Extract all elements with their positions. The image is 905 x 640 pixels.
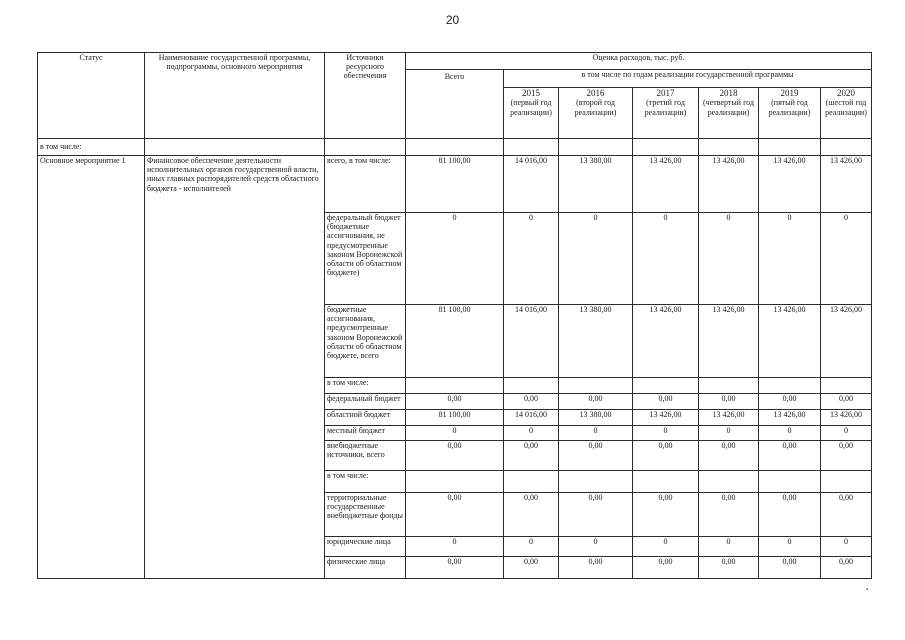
section-cell xyxy=(504,139,559,156)
header-cost-estimate: Оценка расходов, тыс. руб. xyxy=(406,53,872,70)
value-2016: 0,00 xyxy=(559,493,633,537)
value-2020: 13 426,00 xyxy=(821,156,872,213)
source-label: в том числе: xyxy=(325,378,406,394)
value-2017 xyxy=(633,471,699,493)
value-2020: 0 xyxy=(821,537,872,557)
value-2016: 0,00 xyxy=(559,441,633,471)
section-cell xyxy=(406,139,504,156)
value-2017: 0 xyxy=(633,213,699,305)
value-2016: 0,00 xyxy=(559,557,633,579)
value-total: 0,00 xyxy=(406,394,504,410)
value-2020: 0,00 xyxy=(821,493,872,537)
header-sources: Источники ресурсного обеспечения xyxy=(325,53,406,139)
value-2015 xyxy=(504,471,559,493)
header-year-2016: 2016 (второй год реализации) xyxy=(559,88,633,139)
value-total: 0,00 xyxy=(406,557,504,579)
value-2017: 0,00 xyxy=(633,441,699,471)
value-2018 xyxy=(699,378,759,394)
value-2020: 13 426,00 xyxy=(821,305,872,378)
value-2015: 14 016,00 xyxy=(504,156,559,213)
page-number: 20 xyxy=(445,13,460,27)
section-label: в том числе: xyxy=(38,139,145,156)
value-2018: 0,00 xyxy=(699,557,759,579)
value-total: 81 100,00 xyxy=(406,156,504,213)
source-label: местный бюджет xyxy=(325,426,406,441)
value-2019: 0,00 xyxy=(759,441,821,471)
value-2020: 0 xyxy=(821,213,872,305)
value-2019: 0,00 xyxy=(759,394,821,410)
value-2019: 0 xyxy=(759,537,821,557)
value-2018: 0,00 xyxy=(699,394,759,410)
value-2019: 0,00 xyxy=(759,557,821,579)
value-2019: 13 426,00 xyxy=(759,156,821,213)
value-2019: 0 xyxy=(759,426,821,441)
source-label: юридические лица xyxy=(325,537,406,557)
value-2017 xyxy=(633,378,699,394)
value-total: 0 xyxy=(406,426,504,441)
value-2020 xyxy=(821,471,872,493)
value-2019: 0,00 xyxy=(759,493,821,537)
value-2017: 0 xyxy=(633,537,699,557)
source-label: территориальные государственные внебюджетные фонды xyxy=(325,493,406,537)
header-by-years: в том числе по годам реализации государственной программы xyxy=(504,70,872,88)
value-2018: 0,00 xyxy=(699,493,759,537)
value-2019 xyxy=(759,471,821,493)
scan-mark: ▪ xyxy=(866,587,869,593)
value-2019 xyxy=(759,378,821,394)
value-2019: 13 426,00 xyxy=(759,410,821,426)
value-2018: 0,00 xyxy=(699,441,759,471)
value-2017: 0 xyxy=(633,426,699,441)
value-2017: 0,00 xyxy=(633,493,699,537)
source-label: всего, в том числе: xyxy=(325,156,406,213)
value-total: 0 xyxy=(406,213,504,305)
value-2016: 0 xyxy=(559,426,633,441)
value-total: 81 100,00 xyxy=(406,305,504,378)
value-2015: 0,00 xyxy=(504,441,559,471)
section-cell xyxy=(699,139,759,156)
value-2018: 13 426,00 xyxy=(699,410,759,426)
header-status: Статус xyxy=(38,53,145,139)
value-2016: 0,00 xyxy=(559,394,633,410)
value-2020: 0,00 xyxy=(821,557,872,579)
value-total: 0 xyxy=(406,537,504,557)
source-label: федеральный бюджет (бюджетные ассигнования, не предусмотренные законом Воронежской области об областном бюджете) xyxy=(325,213,406,305)
value-2016: 0 xyxy=(559,213,633,305)
value-2015: 0,00 xyxy=(504,394,559,410)
value-2015 xyxy=(504,378,559,394)
value-2019: 0 xyxy=(759,213,821,305)
header-year-2018: 2018 (четвертый год реализации) xyxy=(699,88,759,139)
source-label: областной бюджет xyxy=(325,410,406,426)
value-2015: 0 xyxy=(504,537,559,557)
value-2015: 14 016,00 xyxy=(504,410,559,426)
value-2017: 13 426,00 xyxy=(633,410,699,426)
program-name: Финансовое обеспечение деятельности исполнительных органов государственной власти, иных главных распорядителей средств областного бюджета - исполнителей xyxy=(145,156,325,579)
value-2020: 13 426,00 xyxy=(821,410,872,426)
value-2020: 0,00 xyxy=(821,394,872,410)
value-2016 xyxy=(559,378,633,394)
header-year-2020: 2020 (шестой год реализации) xyxy=(821,88,872,139)
value-2017: 13 426,00 xyxy=(633,156,699,213)
value-2020: 0,00 xyxy=(821,441,872,471)
value-2018 xyxy=(699,471,759,493)
value-2018: 0 xyxy=(699,426,759,441)
value-2016: 13 380,00 xyxy=(559,305,633,378)
value-2018: 0 xyxy=(699,213,759,305)
value-2017: 0,00 xyxy=(633,394,699,410)
source-label: федеральный бюджет xyxy=(325,394,406,410)
section-cell xyxy=(559,139,633,156)
section-cell xyxy=(325,139,406,156)
value-2017: 0,00 xyxy=(633,557,699,579)
header-total: Всего xyxy=(406,70,504,139)
header-year-2019: 2019 (пятый год реализации) xyxy=(759,88,821,139)
value-2018: 0 xyxy=(699,537,759,557)
status-cell: Основное мероприятие 1 xyxy=(38,156,145,579)
value-2015: 0,00 xyxy=(504,557,559,579)
section-cell xyxy=(633,139,699,156)
value-total xyxy=(406,378,504,394)
value-2016: 13 380,00 xyxy=(559,410,633,426)
value-2015: 0 xyxy=(504,213,559,305)
value-2016 xyxy=(559,471,633,493)
source-label: внебюджетные источники, всего xyxy=(325,441,406,471)
value-2015: 0 xyxy=(504,426,559,441)
value-2020 xyxy=(821,378,872,394)
value-2020: 0 xyxy=(821,426,872,441)
value-2015: 14 016,00 xyxy=(504,305,559,378)
value-total: 81 100,00 xyxy=(406,410,504,426)
header-year-2015: 2015 (первый год реализации) xyxy=(504,88,559,139)
source-label: физические лица xyxy=(325,557,406,579)
section-cell xyxy=(821,139,872,156)
value-2016: 0 xyxy=(559,537,633,557)
source-label: в том числе: xyxy=(325,471,406,493)
value-2018: 13 426,00 xyxy=(699,156,759,213)
value-2018: 13 426,00 xyxy=(699,305,759,378)
section-spacer xyxy=(145,139,325,156)
value-total xyxy=(406,471,504,493)
value-total: 0,00 xyxy=(406,493,504,537)
value-2016: 13 380,00 xyxy=(559,156,633,213)
source-label: бюджетные ассигнования, предусмотренные законом Воронежской области об областном бюджете, всего xyxy=(325,305,406,378)
value-2015: 0,00 xyxy=(504,493,559,537)
header-name: Наименование государственной программы, подпрограммы, основного мероприятия xyxy=(145,53,325,139)
value-total: 0,00 xyxy=(406,441,504,471)
section-cell xyxy=(759,139,821,156)
value-2019: 13 426,00 xyxy=(759,305,821,378)
value-2017: 13 426,00 xyxy=(633,305,699,378)
header-year-2017: 2017 (третий год реализации) xyxy=(633,88,699,139)
budget-table xyxy=(37,52,872,579)
